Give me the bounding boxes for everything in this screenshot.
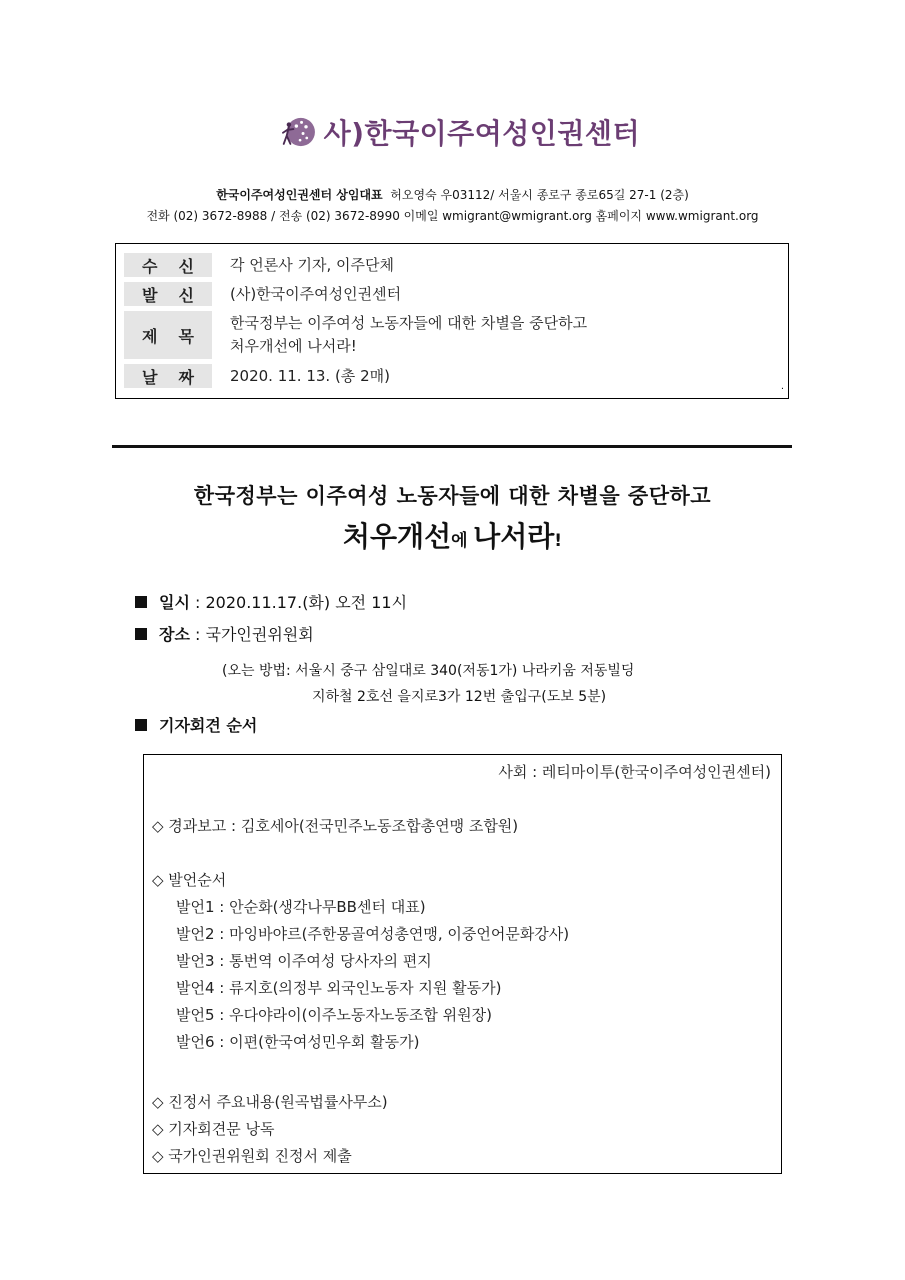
closing-item: ◇ 진정서 주요내용(원곡법률사무소) bbox=[152, 1093, 388, 1111]
section-divider bbox=[112, 445, 792, 448]
date-row bbox=[124, 364, 390, 388]
subject-label: 제 목 bbox=[124, 311, 212, 359]
logo-emblem-icon bbox=[280, 108, 316, 156]
bullet-square-icon bbox=[135, 719, 147, 731]
speech-item: 발언2 : 마잉바야르(주한몽골여성총연맹, 이중언어문화강사) bbox=[176, 925, 570, 943]
routing-info-box bbox=[115, 243, 789, 399]
recipient-value: 각 언론사 기자, 이주단체 bbox=[230, 255, 394, 274]
organization-logo bbox=[280, 108, 640, 156]
directions-line-1: (오는 방법: 서울시 중구 삼일대로 340(저동1가) 나라키움 저동빌딩 bbox=[222, 663, 635, 679]
event-date: 일시 : 2020.11.17.(화) 오전 11시 bbox=[135, 590, 407, 613]
press-title-line-1: 한국정부는 이주여성 노동자들에 대한 차별을 중단하고 bbox=[193, 484, 712, 508]
contact-line: 전화 (02) 3672-8988 / 전송 (02) 3672-8990 이메일 wmigrant@wmigrant.org 홈페이지 www.wmigrant.org bbox=[146, 209, 759, 223]
program-heading: 기자회견 순서 bbox=[135, 713, 257, 736]
recipient-label: 수 신 bbox=[124, 253, 212, 277]
speech-item: 발언6 : 이편(한국여성민우회 활동가) bbox=[176, 1033, 420, 1051]
corner-dot: . bbox=[780, 381, 784, 392]
speech-item: 발언5 : 우다야라이(이주노동자노동조합 위원장) bbox=[176, 1006, 492, 1024]
sender-label: 발 신 bbox=[124, 282, 212, 306]
speech-item: 발언4 : 류지호(의정부 외국인노동자 지원 활동가) bbox=[176, 979, 502, 997]
closing-item: ◇ 국가인권위원회 진정서 제출 bbox=[152, 1147, 352, 1165]
subject-value: 한국정부는 이주여성 노동자들에 대한 차별을 중단하고 처우개선에 나서라! bbox=[230, 314, 588, 355]
sender-value: (사)한국이주여성인권센터 bbox=[230, 284, 402, 303]
speech-item: 발언1 : 안순화(생각나무BB센터 대표) bbox=[176, 898, 426, 916]
organization-address-line bbox=[0, 186, 905, 203]
host-line: 사회 : 레티마이투(한국이주여성인권센터) bbox=[498, 763, 771, 781]
program-box bbox=[143, 754, 782, 1174]
closing-item: ◇ 기자회견문 낭독 bbox=[152, 1120, 275, 1138]
report-line: ◇ 경과보고 : 김호세아(전국민주노동조합총연맹 조합원) bbox=[152, 817, 519, 835]
date-label: 날 짜 bbox=[124, 364, 212, 388]
recipient-row bbox=[124, 253, 394, 277]
bullet-square-icon bbox=[135, 596, 147, 608]
event-place: 장소 : 국가인권위원회 bbox=[135, 622, 314, 645]
representative-address: 허오영숙 우03112/ 서울시 종로구 종로65길 27-1 (2층) bbox=[390, 188, 689, 202]
organization-name: 한국이주여성인권센터 상임대표 bbox=[216, 188, 383, 202]
speech-order-heading: ◇ 발언순서 bbox=[152, 871, 227, 889]
subject-row bbox=[124, 311, 587, 359]
press-title-line-2: 처우개선에 나서라! bbox=[342, 520, 563, 553]
date-value: 2020. 11. 13. (총 2매) bbox=[230, 366, 390, 385]
bullet-square-icon bbox=[135, 628, 147, 640]
speech-item: 발언3 : 통번역 이주여성 당사자의 편지 bbox=[176, 952, 432, 970]
sender-row bbox=[124, 282, 401, 306]
directions-line-2: 지하철 2호선 을지로3가 12번 출입구(도보 5분) bbox=[312, 689, 607, 705]
logo-text: 사)한국이주여성인권센터 bbox=[323, 117, 640, 150]
